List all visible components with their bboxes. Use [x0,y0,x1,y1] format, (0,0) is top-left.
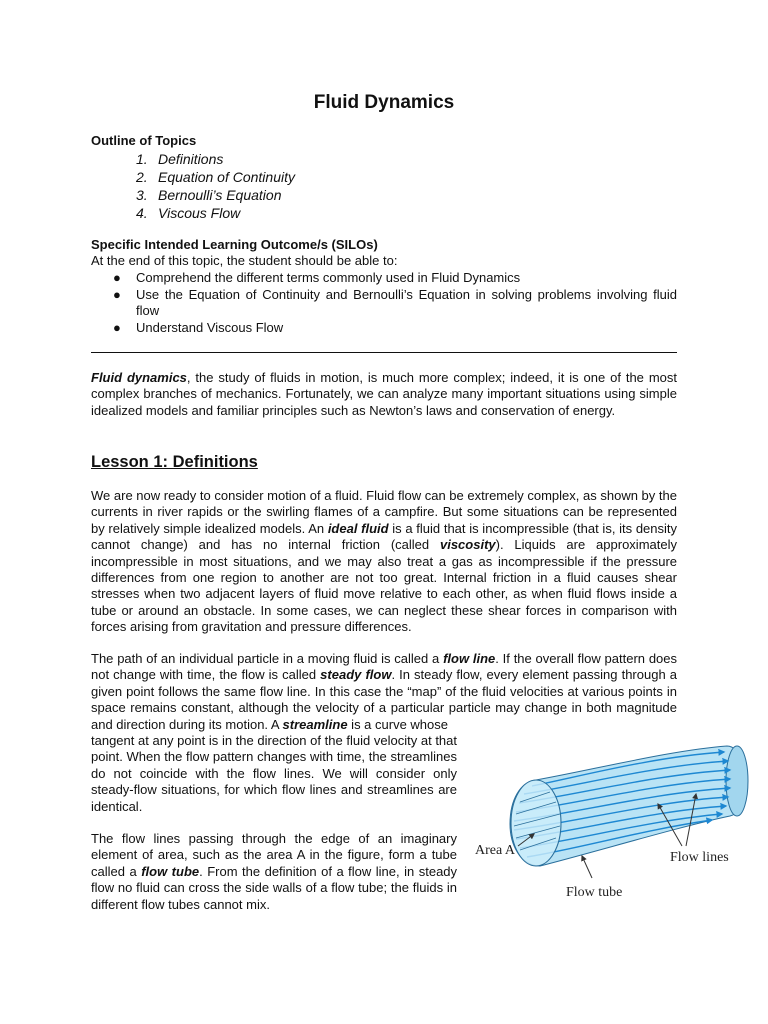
term-flow-tube: flow tube [141,863,200,879]
outline-item-number: 1. [136,151,148,167]
term-flow-line: flow line [443,651,496,666]
lesson-paragraph-2 [91,651,677,733]
silo-item [91,270,677,287]
intro-text: , the study of fluids in motion, is much more complex; indeed, it is one of the most complex branches of mechanics. Fortunately, we can analyze many important situations using simple idealized models and familiar principles such as Newton’s laws and conservation of energy. [91,370,677,418]
figure-label-flow-tube: Flow tube [566,885,623,900]
section-divider [91,352,677,353]
paragraph-text: . In steady flow, every element passing through a given point follows the same flow line. In this case the “map” of the fluid velocities at various points in space remains constant, although the velocity of a particular particle may change in both magnitude and direction during its motion. A [91,667,677,732]
silos-heading: Specific Intended Learning Outcome/s (SILOs) [91,237,378,252]
outline-item [136,150,295,168]
tube-far-end [726,746,748,816]
paragraph-text: ). Liquids are approximately incompressible in most situations, and we may also treat a gas as incompressible if the pressure differences from one region to another are not too great. Internal friction in a fluid causes shear stresses when two adjacent layers of fluid move relative to each other, as when fluid flows inside a tube or around an obstacle. In some cases, we can neglect these shear forces in comparison with forces arising from gravitation and pressure differences. [91,537,677,635]
silo-item-text: Understand Viscous Flow [136,319,284,335]
lesson-heading: Lesson 1: Definitions [91,453,258,471]
lesson-paragraph-4 [91,831,457,913]
figure-label-area: Area A [475,843,516,858]
figure-label-flow-lines: Flow lines [670,850,729,865]
bullet-icon: ● [113,270,121,285]
outline-item-number: 4. [136,205,148,221]
intro-paragraph [91,370,677,419]
term-fluid-dynamics: Fluid dynamics [91,370,187,385]
outline-heading: Outline of Topics [91,133,197,148]
area-a-ellipse [511,780,561,866]
outline-item-number: 2. [136,169,148,185]
silo-item-text: Use the Equation of Continuity and Bernoulli’s Equation in solving problems involving fluid flow [136,286,677,318]
term-steady-flow: steady flow [320,667,392,683]
outline-item-label: Bernoulli’s Equation [158,187,282,203]
outline-list [136,150,295,222]
page-title: Fluid Dynamics [313,92,455,113]
paragraph-text: . If the overall flow pattern does not change with time, the flow is called [91,651,678,683]
bullet-icon: ● [113,319,121,335]
term-ideal-fluid: ideal fluid [327,520,389,536]
silos-list [91,270,677,336]
paragraph-text: We are now ready to consider motion of a fluid. Fluid flow can be extremely complex, as shown by the currents in river rapids or the swirling flames of a campfire. But some situations can be represented by relatively simple idealized models. An [91,488,677,536]
outline-item [136,168,295,186]
outline-item-label: Definitions [158,151,224,167]
outline-item-label: Viscous Flow [158,205,241,221]
outline-item-number: 3. [136,187,148,203]
outline-item-label: Equation of Continuity [158,169,295,185]
paragraph-text: is a curve whose [347,716,448,732]
outline-item [136,204,295,222]
lesson-paragraph-3: tangent at any point is in the direction of the fluid velocity at that point. When the flow pattern changes with time, the streamlines do not coincide with the flow lines. We will consider only steady-flow situations, for which flow lines and streamlines are identical. [91,733,457,814]
silo-item-text: Comprehend the different terms commonly used in Fluid Dynamics [136,270,521,285]
lesson-paragraph-1 [91,488,677,636]
term-viscosity: viscosity [439,537,496,553]
paragraph-text: The flow lines passing through the edge of an imaginary element of area, such as the area A in the figure, form a tube called a [91,831,457,879]
term-streamline: streamline [282,716,348,732]
silo-item [91,287,677,320]
paragraph-text: . From the definition of a flow line, in steady flow no fluid can cross the side walls of a flow tube; the fluids in different flow tubes cannot mix. [91,863,458,912]
silo-item [91,320,677,337]
paragraph-text: is a fluid that is incompressible (that is, its density cannot change) and has no internal friction (called [91,520,678,553]
paragraph-text: The path of an individual particle in a moving fluid is called a [91,651,444,666]
bullet-icon: ● [113,286,121,302]
silos-intro: At the end of this topic, the student should be able to: [91,253,398,268]
flow-tube-figure [472,740,752,910]
outline-item [136,186,295,204]
